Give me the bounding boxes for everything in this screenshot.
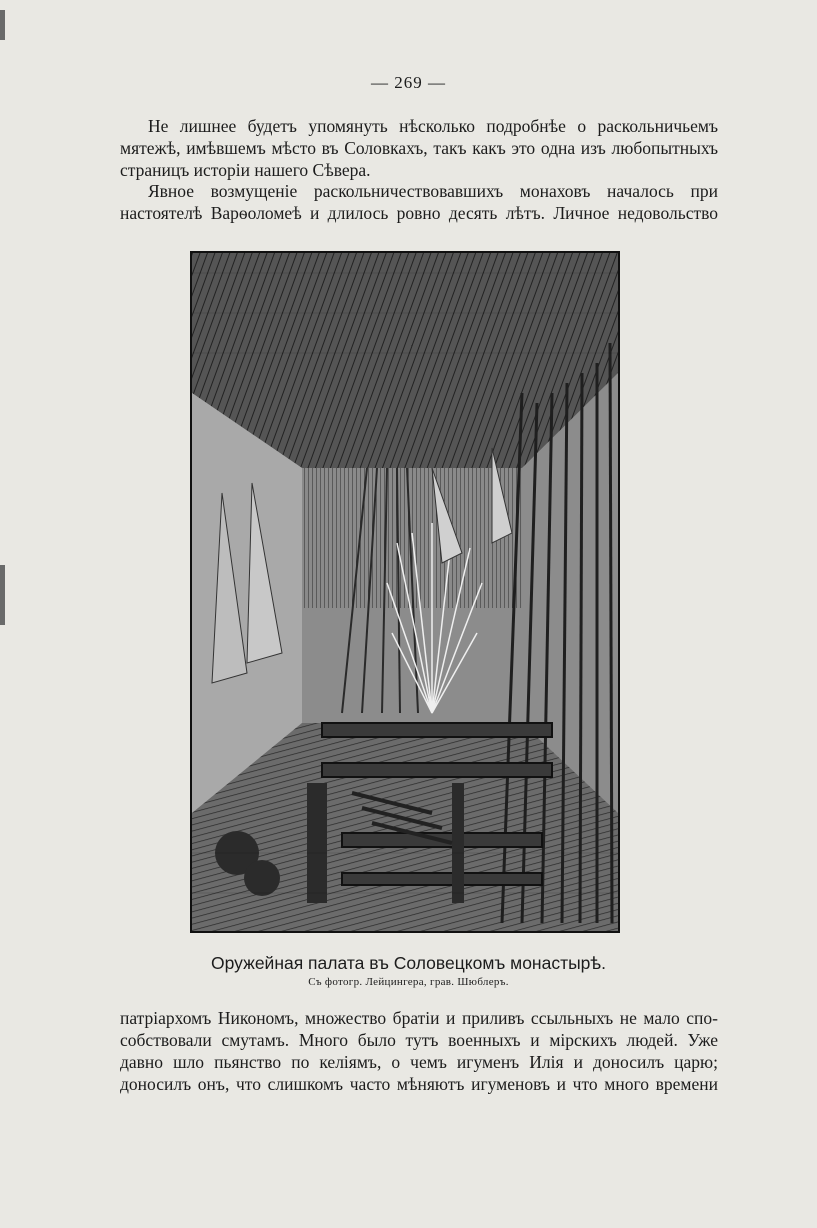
text-line: Не лишнее будетъ упомянуть нѣсколько подробнѣе о раскольничьемъ: [148, 116, 718, 136]
page-number: — 269 —: [371, 73, 446, 92]
paragraph-1: [120, 115, 718, 181]
text-line: настоятелѣ Варѳоломеѣ и длилось ровно десять лѣтъ. Личное недовольство: [120, 203, 718, 223]
text-line: Явное возмущеніе раскольничествовавшихъ монаховъ началось при: [148, 181, 718, 201]
text-line: страницъ исторіи нашего Сѣвера.: [120, 160, 371, 180]
figure-caption: Оружейная палата въ Соловецкомъ монастырѣ.: [211, 953, 606, 973]
page-edge-mark: [0, 565, 5, 625]
text-line: мятежѣ, имѣвшемъ мѣсто въ Соловкахъ, такъ какъ это одна изъ любопытныхъ: [120, 138, 718, 158]
engraving-image: [192, 253, 618, 931]
figure-credit: Съ фотогр. Лейцингера, грав. Шюблеръ.: [308, 976, 509, 988]
page-edge-mark: [0, 10, 5, 40]
text-line: давно шло пьянство по келіямъ, о чемъ игуменъ Илія и доносилъ царю;: [120, 1052, 718, 1072]
paragraph-3: [120, 1007, 718, 1095]
engraving-armory-illustration: [190, 251, 620, 933]
text-line: патріархомъ Никономъ, множество братіи и приливъ ссыльныхъ не мало спо-: [120, 1008, 718, 1028]
text-line: доносилъ онъ, что слишкомъ часто мѣняютъ игуменовъ и что много времени: [120, 1074, 718, 1094]
text-line: собствовали смутамъ. Много было тутъ военныхъ и мірскихъ людей. Уже: [120, 1030, 718, 1050]
paragraph-2: [120, 180, 718, 224]
